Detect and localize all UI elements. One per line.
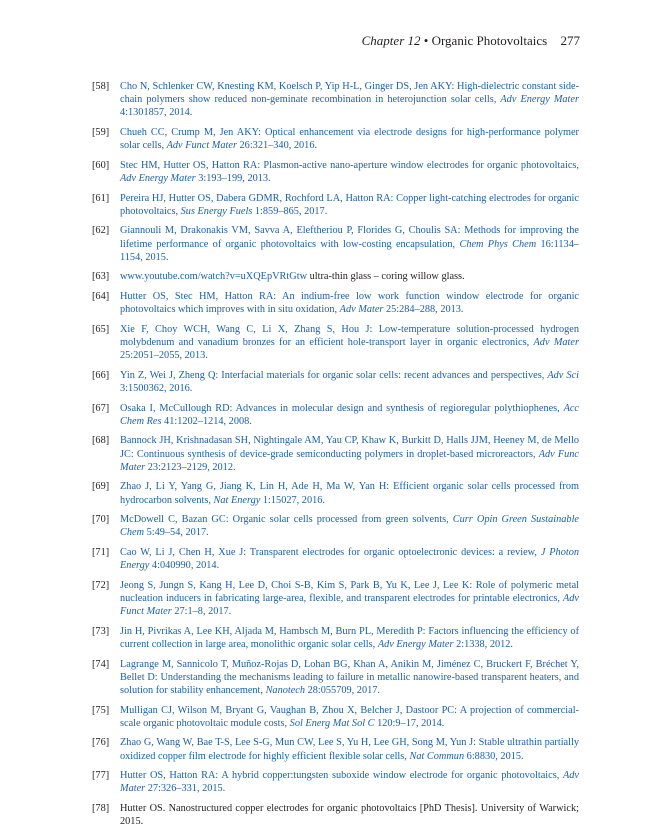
reference-number: [59]: [92, 127, 110, 138]
reference-item: [92, 625, 579, 651]
reference-link[interactable]: [120, 659, 579, 696]
citation-detail: 3:193–199, 2013.: [195, 173, 271, 184]
reference-number: [78]: [92, 802, 110, 814]
reference-item: [92, 704, 579, 730]
reference-text: Bannock JH, Krishnadasan SH, Nightingale AM, Yau CP, Khaw K, Burkitt D, Halls JJM, Heeney M, de Mello JC: Continuous synthesis of device-grade semiconducting polymers in droplet-based microreactors,: [120, 435, 579, 460]
reference-item: [92, 323, 579, 363]
citation-detail: 23:2123–2129, 2012.: [145, 461, 236, 473]
citation-detail: 16:1134–1154, 2015.: [120, 238, 579, 263]
reference-text: Cao W, Li J, Chen H, Xue J: Transparent electrodes for organic optoelectronic devices: a review,: [120, 546, 541, 558]
reference-item: [92, 126, 579, 152]
reference-item: [92, 192, 579, 218]
journal-name: Adv Mater: [339, 304, 384, 316]
citation-detail: 28:055709, 2017.: [305, 684, 380, 696]
journal-name: Adv Funct Mater: [166, 140, 237, 152]
reference-text: Yin Z, Wei J, Zheng Q: Interfacial materials for organic solar cells: recent advances and perspectives,: [120, 369, 548, 381]
reference-number: [67]: [92, 402, 110, 414]
reference-number: [68]: [92, 435, 110, 447]
reference-text: Lagrange M, Sannicolo T, Muñoz-Rojas D, Lohan BG, Khan A, Anikin M, Jiménez C, Bruckert F, Bréchet Y, Bellet D: Understanding the mechanisms leading to failure in metallic nanowire-based transparent heaters, and solution for stability enhancement,: [120, 658, 579, 696]
reference-item: [92, 736, 579, 762]
journal-name: J Photon Energy: [120, 546, 579, 572]
reference-text: Giannouli M, Drakonakis VM, Savva A, Eleftheriou P, Florides G, Choulis SA: Methods for improving the lifetime performance of organic photovoltaics with low-costing encapsulation,: [120, 225, 579, 250]
journal-name: Adv Funct Mater: [120, 592, 579, 618]
plain-text: ultra-thin glass – coring willow glass.: [307, 271, 465, 283]
reference-item: [92, 224, 579, 264]
reference-number: [71]: [92, 546, 110, 558]
reference-number: [65]: [92, 323, 110, 335]
citation-detail: 3:1500362, 2016.: [120, 382, 193, 394]
chapter-label: Chapter 12: [361, 33, 421, 48]
reference-number: [76]: [92, 737, 110, 749]
reference-link[interactable]: [120, 160, 579, 184]
journal-name: Adv Energy Mater: [377, 638, 454, 650]
journal-name: Adv Energy Mater: [500, 94, 579, 106]
journal-name: Adv Sci: [547, 369, 579, 381]
reference-list: [92, 80, 579, 835]
reference-text: Pereira HJ, Hutter OS, Dabera GDMR, Rochford LA, Hatton RA: Copper light-catching electrodes for organic photovoltaics,: [120, 192, 579, 217]
reference-item: [92, 579, 579, 619]
reference-link[interactable]: [120, 580, 579, 617]
reference-text: McDowell C, Bazan GC: Organic solar cells processed from green solvents,: [120, 514, 453, 526]
reference-number: [77]: [92, 770, 110, 782]
reference-number: [61]: [92, 192, 110, 204]
reference-link[interactable]: [120, 193, 579, 217]
citation-detail: 1:15027, 2016.: [260, 494, 325, 506]
page-number: 277: [560, 33, 580, 48]
journal-name: Adv Energy Mater: [120, 173, 196, 184]
reference-text: Hutter OS, Stec HM, Hatton RA: An indium-free low work function window electrode for organic photovoltaics which improves with in situ oxidation,: [120, 290, 579, 316]
reference-link[interactable]: [120, 547, 579, 571]
reference-number: [70]: [92, 514, 110, 526]
journal-name: Adv Mater: [120, 770, 579, 795]
chapter-title: Organic Photovoltaics: [431, 33, 548, 48]
reference-item: [92, 369, 579, 395]
reference-link[interactable]: [120, 770, 579, 794]
reference-link[interactable]: [120, 291, 579, 315]
reference-number: [60]: [92, 159, 110, 171]
reference-link[interactable]: [120, 127, 579, 151]
reference-link[interactable]: [120, 481, 579, 505]
reference-item: [92, 769, 579, 795]
citation-detail: 27:326–331, 2015.: [145, 783, 226, 795]
reference-text: Stec HM, Hutter OS, Hatton RA: Plasmon-active nano-aperture window electrodes for organic photovoltaics,: [120, 159, 579, 171]
reference-item: [92, 802, 579, 828]
reference-link[interactable]: [120, 403, 579, 427]
citation-detail: 4:040990, 2014.: [149, 560, 220, 572]
journal-name: Nat Energy: [213, 494, 261, 506]
page-header: [362, 33, 580, 49]
reference-item: [92, 80, 579, 120]
journal-name: Adv Mater: [533, 336, 579, 348]
reference-text: Jin H, Pivrikas A, Lee KH, Aljada M, Hambsch M, Burn PL, Meredith P: Factors influencing the efficiency of current collection in large area, monolithic organic solar cells,: [120, 625, 579, 650]
reference-text: Jeong S, Jungn S, Kang H, Lee D, Choi S-B, Kim S, Park B, Yu K, Lee J, Lee K: Role of polymeric metal nucleation inducers in fabricating large-area, flexible, and transparent electrodes for printable electronics,: [120, 579, 579, 604]
reference-link[interactable]: [120, 514, 579, 538]
reference-number: [74]: [92, 658, 110, 670]
reference-link[interactable]: [120, 737, 579, 761]
reference-item: [92, 290, 579, 316]
reference-number: [72]: [92, 579, 110, 591]
journal-name: Curr Opin Green Sustainable Chem: [120, 514, 580, 539]
citation-detail: 1:859–865, 2017.: [252, 205, 328, 217]
reference-text: Zhao G, Wang W, Bae T-S, Lee S-G, Mun CW, Lee S, Yu H, Lee GH, Song M, Yun J: Stable ultrathin partially oxidized copper film electrode for highly efficient flexible solar cells,: [120, 737, 579, 762]
journal-name: Acc Chem Res: [120, 402, 579, 427]
reference-number: [58]: [92, 81, 110, 92]
reference-link[interactable]: [120, 370, 579, 394]
reference-number: [73]: [92, 625, 110, 637]
citation-detail: 27:1–8, 2017.: [171, 606, 232, 618]
citation-detail: 25:2051–2055, 2013.: [120, 350, 208, 362]
journal-name: Sol Energ Mat Sol C: [289, 717, 375, 729]
reference-text: Cho N, Schlenker CW, Knesting KM, Koelsch P, Yip H-L, Ginger DS, Jen AKY: High-dielectric constant side-chain polymers show reduced non-geminate recombination in heterojunction solar cells,: [120, 81, 579, 106]
reference-link[interactable]: [120, 435, 579, 472]
reference-item: [92, 270, 579, 283]
header-bullet: •: [423, 33, 429, 48]
plain-text: Hutter OS. Nanostructured copper electrodes for organic photovoltaics [PhD Thesis]. University of Warwick; 2015.: [120, 802, 579, 828]
journal-name: Chem Phys Chem: [459, 238, 537, 250]
citation-detail: 26:321–340, 2016.: [236, 140, 318, 152]
citation-detail: 120:9–17, 2014.: [374, 717, 445, 729]
reference-number: [64]: [92, 290, 110, 302]
reference-text: Xie F, Choy WCH, Wang C, Li X, Zhang S, Hou J: Low-temperature solution-processed hydrogen molybdenum and vanadium bronzes for an efficient hole-transport layer in organic electronics,: [120, 323, 579, 348]
reference-item: [92, 480, 579, 506]
reference-number: [75]: [92, 704, 110, 716]
journal-name: Adv Func Mater: [120, 448, 579, 473]
reference-item: [92, 546, 579, 572]
reference-text: Hutter OS, Hatton RA: A hybrid copper:tungsten suboxide window electrode for organic photovoltaics,: [120, 770, 563, 782]
citation-detail: 4:1301857, 2014.: [120, 107, 193, 119]
citation-detail: 2:1338, 2012.: [453, 638, 513, 650]
reference-text: Zhao J, Li Y, Yang G, Jiang K, Lin H, Ade H, Ma W, Yan H: Efficient organic solar cells processed from hydrocarbon solvents,: [120, 481, 579, 506]
reference-text: Chueh CC, Crump M, Jen AKY: Optical enhancement via electrode designs for high-performance polymer solar cells,: [120, 127, 579, 152]
journal-name: Nat Commun: [409, 750, 465, 762]
reference-number: [62]: [92, 225, 110, 237]
citation-detail: 6:8830, 2015.: [464, 750, 524, 762]
reference-item: [92, 159, 579, 185]
reference-link[interactable]: [120, 271, 307, 282]
reference-number: [66]: [92, 369, 110, 381]
reference-link[interactable]: [120, 225, 579, 262]
reference-item: [92, 513, 579, 539]
reference-link[interactable]: [120, 324, 579, 361]
citation-detail: 41:1202–1214, 2008.: [161, 415, 252, 427]
reference-text: www.youtube.com/watch?v=uXQEpVRtGtw: [120, 271, 308, 283]
journal-name: Nanotech: [265, 684, 306, 696]
reference-item: [92, 434, 579, 474]
reference-text: Osaka I, McCullough RD: Advances in molecular design and synthesis of regioregular polythiophenes,: [120, 402, 564, 414]
reference-number: [69]: [92, 481, 110, 493]
reference-number: [63]: [92, 271, 110, 283]
reference-item: [92, 658, 579, 698]
reference-link[interactable]: [120, 81, 579, 118]
reference-item: [92, 402, 579, 428]
reference-link[interactable]: [120, 705, 579, 729]
citation-detail: 25:284–288, 2013.: [383, 304, 464, 316]
citation-detail: 5:49–54, 2017.: [144, 527, 209, 539]
reference-text: Mulligan CJ, Wilson M, Bryant G, Vaughan B, Zhou X, Belcher J, Dastoor PC: A projection of commercial-scale organic photovoltaic module costs,: [120, 704, 579, 729]
journal-name: Sus Energy Fuels: [180, 205, 253, 217]
reference-link[interactable]: [120, 626, 579, 650]
